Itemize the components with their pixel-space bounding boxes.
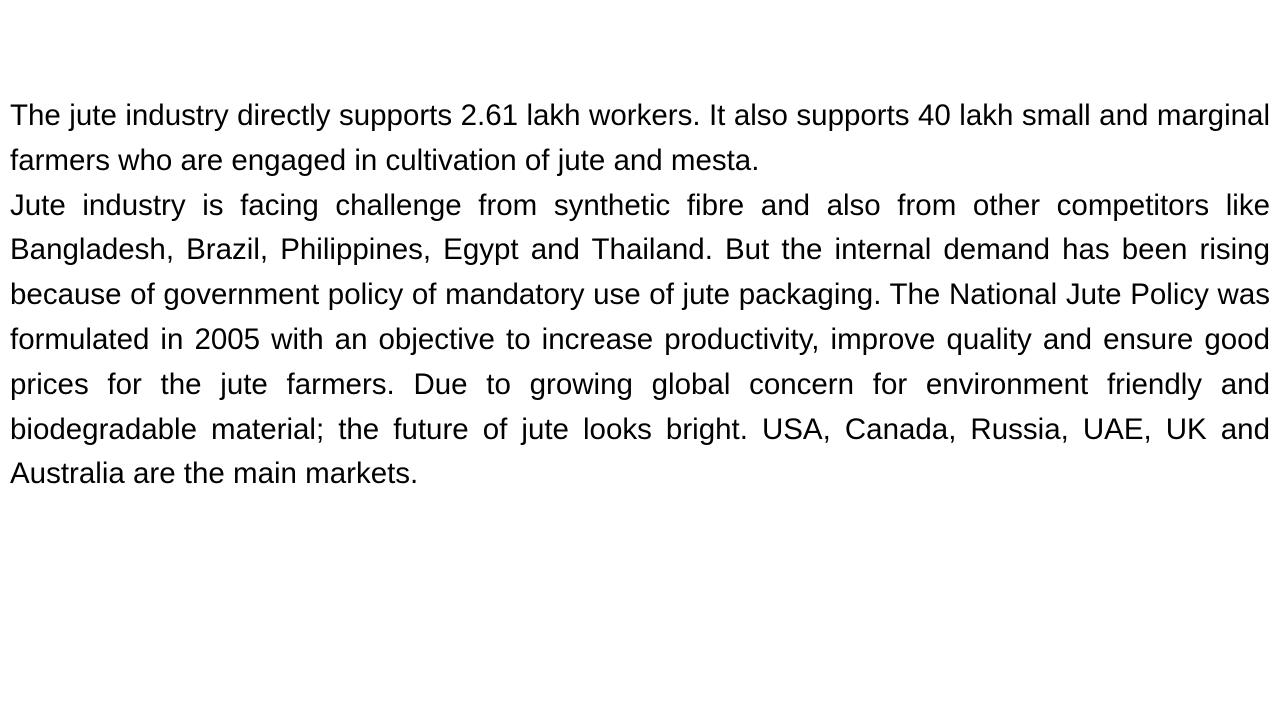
slide-body [10, 94, 1270, 497]
paragraph-jute-challenges: Jute industry is facing challenge from synthetic fibre and also from other competitors like Bangladesh, Brazil, Philippines, Egypt and Thailand. But the internal demand has been rising because of government policy of mandatory use of jute packaging. The National Jute Policy was formulated in 2005 with an objective to increase productivity, improve quality and ensure good prices for the jute farmers. Due to growing global concern for environment friendly and biodegradable material; the future of jute looks bright. USA, Canada, Russia, UAE, UK and Australia are the main markets. [10, 188, 1270, 491]
paragraph-jute-workers: The jute industry directly supports 2.61 lakh workers. It also supports 40 lakh small and marginal farmers who are engaged in cultivation of jute and mesta. [10, 99, 1270, 177]
